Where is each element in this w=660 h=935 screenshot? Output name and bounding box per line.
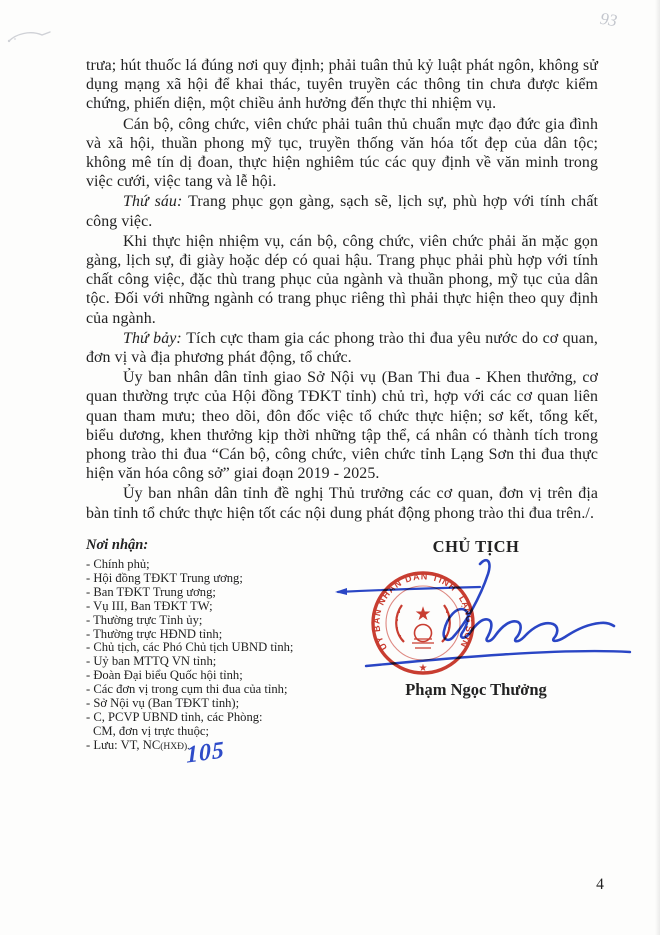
seal-side-text: LẠNG SƠN: [456, 593, 475, 650]
recipients-label: Nơi nhận:: [86, 537, 149, 553]
paragraph-text: Ủy ban nhân dân tỉnh giao Sở Nội vụ (Ban Thi đua - Khen thưởng, cơ quan thường trực của Hội đồng TĐKT tỉnh) chủ trì, hợp với các cơ quan liên quan tham mưu; theo dõi, đôn đốc việc tổ chức thực hiện; sơ kết, tổng kết, biểu dương, khen thưởng kịp thời những tập thể, cá nhân có thành tích trong phong trào thi đua “Cán bộ, công chức, viên chức tỉnh Lạng Sơn thi đua thực hiện văn hóa công sở” giai đoạn 2019 - 2025.: [86, 369, 598, 483]
paragraph-1: [86, 56, 598, 114]
paragraph-text: Trang phục gọn gàng, sạch sẽ, lịch sự, phù hợp với tính chất công việc.: [86, 193, 598, 230]
recipients-block: [86, 537, 356, 755]
recipient-line: - Uỷ ban MTTQ VN tỉnh;: [86, 654, 217, 669]
recipient-line: - Chủ tịch, các Phó Chủ tịch UBND tỉnh;: [86, 640, 294, 655]
recipient-line: - Ban TĐKT Trung ương;: [86, 584, 216, 599]
seal-arc-text: ỦY BAN NHÂN DÂN TỈNH: [371, 571, 459, 653]
paragraph-text: Cán bộ, công chức, viên chức phải tuân thủ chuẩn mực đạo đức gia đình và xã hội, thuần phong mỹ tục, truyền thống văn hóa tốt đẹp của dân tộc; không mê tín dị đoan, thực hiện nghiêm túc các quy định về văn minh trong việc cưới, việc tang và lễ hội.: [86, 115, 598, 191]
document-body: [86, 56, 598, 524]
recipient-line: - Thường trực Tỉnh ủy;: [86, 612, 203, 627]
paragraph-text: trưa; hút thuốc lá đúng nơi quy định; phải tuân thủ kỷ luật phát ngôn, không sử dụng mạng xã hội để khai thác, tuyên truyền các thông tin chưa được kiểm chứng, phiến diện, một chiều ảnh hưởng đến thực thi nhiệm vụ.: [86, 57, 598, 113]
seal-emblem-star-icon: ★: [414, 604, 432, 625]
paragraph-3: [86, 192, 598, 230]
handwritten-filing-number: 105: [185, 737, 226, 769]
recipient-line: - Các đơn vị trong cụm thi đua của tỉnh;: [86, 682, 288, 697]
handwritten-corner-number: 93: [598, 8, 619, 31]
page-number: 4: [596, 876, 604, 893]
luu-text: - Lưu: VT, NC: [86, 737, 161, 752]
paragraph-6: [86, 368, 598, 483]
paragraph-5: [86, 329, 598, 367]
luu-initials: (HXĐ).: [160, 741, 190, 752]
paragraph-4: [86, 232, 598, 328]
recipient-line: - Sở Nội vụ (Ban TĐKT tỉnh);: [86, 696, 240, 711]
recipient-line: - Đoàn Đại biểu Quốc hội tỉnh;: [86, 668, 243, 683]
paragraph-text: Khi thực hiện nhiệm vụ, cán bộ, công chức, viên chức phải ăn mặc gọn gàng, lịch sự, đi giày hoặc dép có quai hậu. Trang phục phải phù hợp với tính chất công việc, đặc thù trang phục của ngành và thuần phong, mỹ tục của dân tộc. Đối với những ngành có trang phục riêng thì phải thực hiện theo quy định của ngành.: [86, 232, 598, 327]
recipient-line: - C, PCVP UBND tỉnh, các Phòng:: [86, 709, 263, 724]
signature-scribble: [330, 554, 642, 674]
recipient-line: - Vụ III, Ban TĐKT TW;: [86, 598, 213, 613]
signer-name: Phạm Ngọc Thưởng: [405, 680, 547, 699]
recipient-line: - Chính phủ;: [86, 557, 150, 571]
paragraph-lead: Thứ bảy:: [123, 329, 187, 347]
paragraph-lead: Thứ sáu:: [123, 193, 189, 211]
paragraph-7: [86, 484, 598, 522]
recipient-line: - Hội đồng TĐKT Trung ương;: [86, 570, 243, 585]
recipient-line-continuation: CM, đơn vị trực thuộc;: [93, 723, 209, 738]
signer-title: CHỦ TỊCH: [432, 537, 520, 556]
recipient-line: - Thường trực HĐND tỉnh;: [86, 626, 223, 641]
paragraph-2: [86, 115, 598, 192]
paragraph-text: Tích cực tham gia các phong trào thi đua yêu nước do cơ quan, đơn vị và địa phương phát động, tổ chức.: [86, 329, 599, 367]
seal-bottom-star: ★: [418, 663, 428, 674]
paragraph-text: Ủy ban nhân dân tỉnh đề nghị Thủ trưởng các cơ quan, đơn vị trên địa bàn tỉnh tổ chức thực hiện tốt các nội dung phát động phong trào thi đua trên./.: [86, 485, 598, 522]
pencil-scribble: [6, 24, 58, 48]
